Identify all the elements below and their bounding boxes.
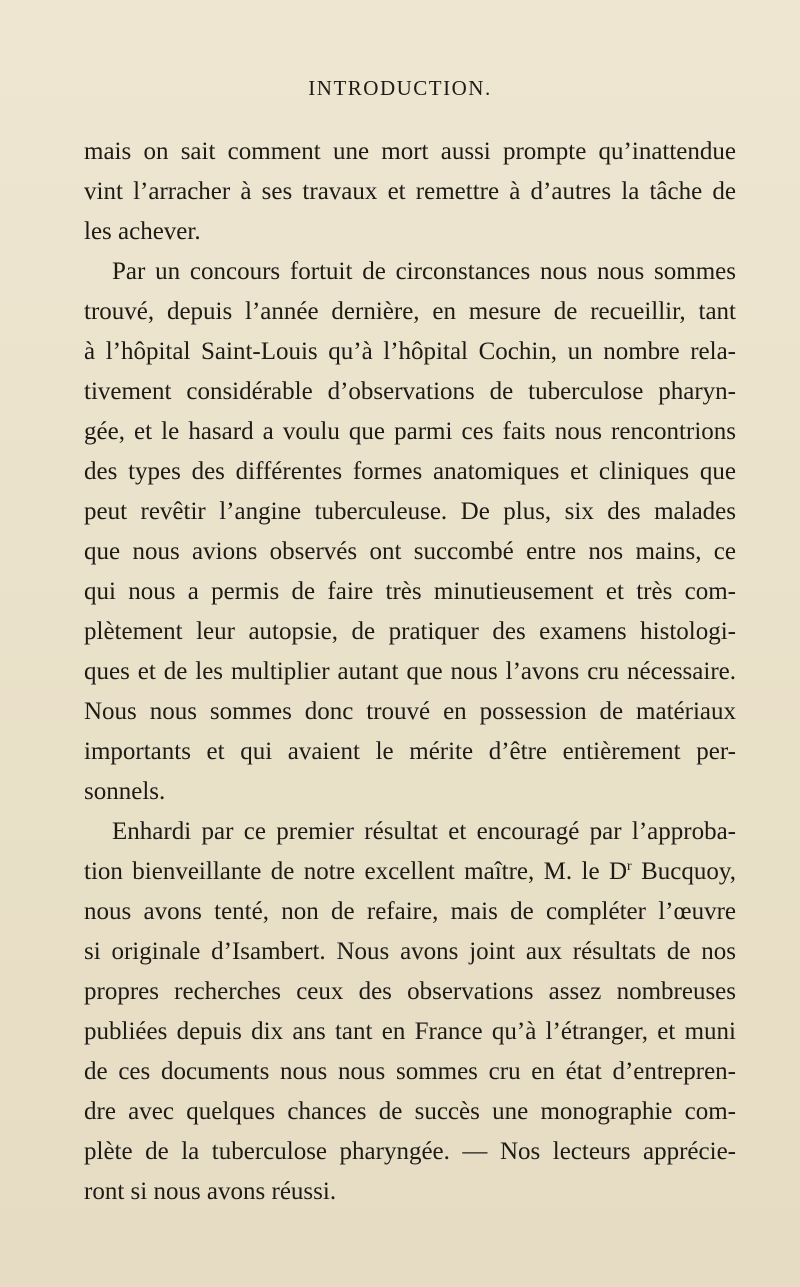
text-line-with-superscript	[84, 852, 736, 892]
text-line: tivement considérable d’observations de tuberculose pharyn-	[84, 378, 736, 405]
text-line: ront si nous avons réussi.	[84, 1178, 337, 1205]
text-line: de ces documents nous nous sommes cru en état d’entrepren-	[84, 1058, 736, 1085]
text-line: si originale d’Isambert. Nous avons joint aux résultats de nos	[84, 938, 736, 965]
text-line: des types des différentes formes anatomiques et cliniques que	[84, 458, 736, 485]
text-line: propres recherches ceux des observations assez nombreuses	[84, 978, 736, 1005]
text-line: trouvé, depuis l’année dernière, en mesure de recueillir, tant	[84, 298, 736, 325]
text-line: plètement leur autopsie, de pratiquer des examens histologi-	[84, 618, 736, 645]
text-line: importants et qui avaient le mérite d’être entièrement per-	[84, 738, 736, 765]
text-line: à l’hôpital Saint-Louis qu’à l’hôpital Cochin, un nombre rela-	[84, 338, 736, 365]
superscript-r: r	[627, 859, 632, 874]
text-line: Par un concours fortuit de circonstances nous nous sommes	[112, 258, 736, 285]
running-head: INTRODUCTION.	[308, 76, 492, 100]
text-line: ques et de les multiplier autant que nous l’avons cru nécessaire.	[84, 658, 736, 685]
text-line: nous avons tenté, non de refaire, mais de compléter l’œuvre	[84, 898, 736, 925]
text-line: que nous avions observés ont succombé entre nos mains, ce	[84, 538, 736, 565]
text-line: publiées depuis dix ans tant en France qu’à l’étranger, et muni	[84, 1018, 736, 1045]
text-line: plète de la tuberculose pharyngée. — Nos lecteurs apprécie-	[84, 1138, 736, 1165]
text-line-start: tion bienveillante de notre excellent maître, M. le D	[84, 858, 628, 885]
text-line: les achever.	[84, 218, 201, 245]
text-line: dre avec quelques chances de succès une monographie com-	[84, 1098, 736, 1125]
text-line: sonnels.	[84, 778, 166, 805]
text-line-end: Bucquoy,	[631, 858, 736, 885]
text-line: Enhardi par ce premier résultat et encouragé par l’approba-	[112, 818, 736, 845]
text-line: Nous nous sommes donc trouvé en possession de matériaux	[84, 698, 736, 725]
text-line: mais on sait comment une mort aussi prompte qu’inattendue	[84, 138, 736, 165]
text-line: gée, et le hasard a voulu que parmi ces faits nous rencontrions	[84, 418, 736, 445]
text-line: vint l’arracher à ses travaux et remettre à d’autres la tâche de	[84, 178, 736, 205]
text-line: peut revêtir l’angine tuberculeuse. De plus, six des malades	[84, 498, 736, 525]
text-line: qui nous a permis de faire très minutieusement et très com-	[84, 578, 736, 605]
